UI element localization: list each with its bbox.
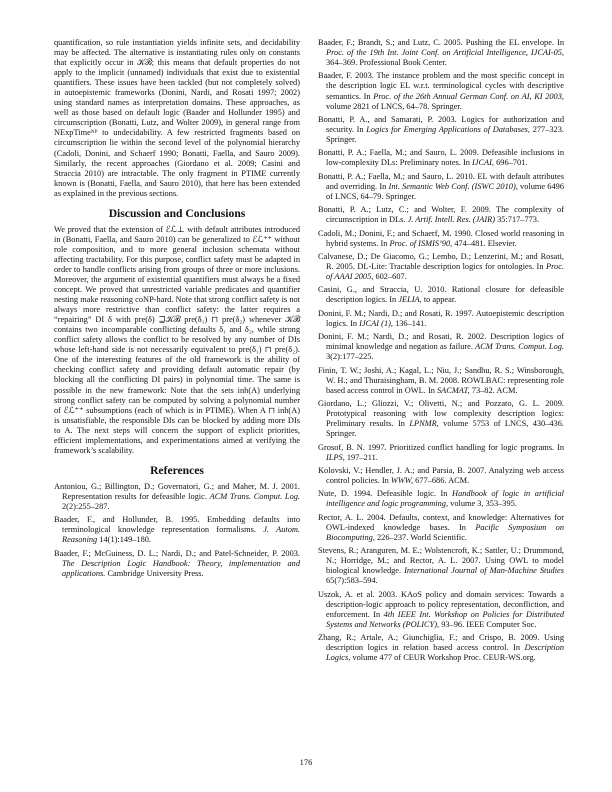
reference-item: Donini, F. M.; Nardi, D.; and Rosati, R. 1997. Autoepistemic description logics. In IJCAI (1), 136–141. <box>318 308 564 328</box>
reference-item: Bonatti, P. A., and Samarati, P. 2003. Logics for authorization and security. In Logics for Emerging Applications of Databases, 277–323. Springer. <box>318 114 564 145</box>
intro-paragraph: quantification, so rule instantiation yields infinite sets, and decidability may be affected. The alternative is instantiating rules only on constants that explicitly occur in 𝒦ℬ; this means that default properties do not apply to the implicit (unnamed) individuals that exist due to existential quantifiers. These issues have been tackled (but not completely solved) in autoepistemic frameworks (Donini, Nardi, and Rosati 1997; 2002) using standard names as interpretation domains. These approaches, as well as those based on default logic (Baader and Hollunder 1995) and circumscription (Bonatti, Lutz, and Wolter 2009), in general range from NExpTimeᴺᴾ to undecidability. A few restricted fragments based on circumscription lie within the second level of the polynomial hierarchy (Cadoli, Donini, and Schaerf 1990; Bonatti, Faella, and Sauro 2009). Similarly, the recent approaches (Giordano et al. 2009; Casini and Straccia 2010) are intractable. The only fragment in PTIME currently known is (Bonatti, Faella, and Sauro 2010), that here has been extended as explained in the previous sections. <box>54 38 300 198</box>
reference-item: Baader, F. 2003. The instance problem and the most specific concept in the description logic EL w.r.t. terminological cycles with descriptive semantics. In Proc. of the 26th Annual German Conf. on AI, KI 2003, volume 2821 of LNCS, 64–78. Springer. <box>318 71 564 111</box>
reference-item: Cadoli, M.; Donini, F.; and Schaerf, M. 1990. Closed world reasoning in hybrid systems. In Proc. of ISMIS’90, 474–481. Elsevier. <box>318 228 564 248</box>
reference-item: Rector, A. L. 2004. Defaults, context, and knowledge: Alternatives for OWL-indexed knowledge bases. In Pacific Symposium on Biocomputing, 226–237. World Scientific. <box>318 512 565 542</box>
right-column <box>318 38 564 667</box>
reference-item: Antoniou, G.; Billington, D.; Governatori, G.; and Maher, M. J. 2001. Representation results for defeasible logic. ACM Trans. Comput. Log. 2(2):255–287. <box>54 481 300 511</box>
reference-item: Kolovski, V.; Hendler, J. A.; and Parsia, B. 2007. Analyzing web access control policies. In WWW, 677–686. ACM. <box>318 465 564 485</box>
page-number: 176 <box>299 757 313 767</box>
reference-item: Giordano, L.; Gliozzi, V.; Olivetti, N.; and Pozzato, G. L. 2009. Prototypical reasoning with low complexity description logics: Preliminary results. In LPNMR, volume 5753 of LNCS, 430–436. Springer. <box>318 399 564 439</box>
discussion-heading: Discussion and Conclusions <box>108 206 246 220</box>
reference-item: Casini, G., and Straccia, U. 2010. Rational closure for defeasible description logics. In JELIA, to appear. <box>318 285 564 305</box>
reference-item: Calvanese, D.; De Giacomo, G.; Lembo, D.; Lenzerini, M.; and Rosati, R. 2005. DL-Lite: Tractable description logics for ontologies. In Proc. of AAAI 2005, 602–607. <box>318 251 564 282</box>
reference-item: Baader, F.; Brandt, S.; and Lutz, C. 2005. Pushing the EL envelope. In Proc. of the 19th Int. Joint Conf. on Artificial Intelligence, IJCAI-05, 364–369. Professional Book Center. <box>318 38 564 68</box>
reference-item: Baader, F., and Hollunder, B. 1995. Embedding defaults into terminological knowledge representation formalisms. J. Autom. Reasoning 14(1):149–180. <box>54 515 300 545</box>
reference-item: Bonatti, P. A.; Faella, M.; and Sauro, L. 2009. Defeasible inclusions in low-complexity DLs: Preliminary notes. In IJCAI, 696–701. <box>318 148 564 168</box>
references-heading: References <box>150 463 204 477</box>
discussion-paragraph: We proved that the extension of ℰℒ⊥ with default attributes introduced in (Bonatti, Faella, and Sauro 2010) can be generalized to ℰℒ⁺⁺ without role composition, and to more general inclusion schemata without affecting tractability. For this purpose, conflict safety must be adapted in order to handle conflicts arising from groups of three or more inclusions. Moreover, the argument of existential quantifiers must always be a fixed concept. We proved that unrestricted variable predicates and quantifier nesting make reasoning coNP-hard. Note that strong conflict safety is not always more restrictive than conflict safety: the latter requires a “repairing” DI δ with pre(δ) ⊒𝒦ℬ pre(δ₁) ⊓ pre(δ₂) whenever 𝒦ℬ contains two incomparable conflicting defaults δ₁ and δ₂, while strong conflict safety allows the conflict to be resolved by any number of DIs whose left-hand side is not necessarily equivalent to pre(δ₁) ⊓ pre(δ₂). One of the interesting features of the old framework is the ability of checking conflict safety and providing default automatic repair (by blocking all the conflicting DI pairs) in polynomial time. The same is possible in the new framework: Note that the sets inh(A) underlying strong conflict safety can be computed by solving a polynomial number of ℰℒ⁺⁺ subsumptions (each of which is in PTIME). When A ⊓ inh(A) is unsatisfiable, the responsible DIs can be blocked by adding more DIs to A. The next steps will concern the support of explicit priorities, efficient implementations, and experimentations aimed at verifying the framework’s scalability. <box>54 224 300 455</box>
reference-item: Finin, T. W.; Joshi, A.; Kagal, L.; Niu, J.; Sandhu, R. S.; Winsborough, W. H.; and Thuraisingham, B. M. 2008. ROWLBAC: representing role based access control in OWL. In SACMAT, 73–82. ACM. <box>318 365 564 395</box>
reference-item: Stevens, R.; Aranguren, M. E.; Wolstencroft, K.; Sattler, U.; Drummond, N.; Horridge, M.; and Rector, A. L. 2007. Using OWL to model biological knowledge. International Journal of Man-Machine Studies 65(7):583–594. <box>318 546 564 586</box>
reference-item: Grosof, B. N. 1997. Prioritized conflict handling for logic programs. In ILPS, 197–211. <box>318 442 564 462</box>
reference-item: Bonatti, P. A.; Faella, M.; and Sauro, L. 2010. EL with default attributes and overriding. In Int. Semantic Web Conf. (ISWC 2010), volume 6496 of LNCS, 64–79. Springer. <box>318 171 564 201</box>
reference-item: Nute, D. 1994. Defeasible logic. In Handbook of logic in artificial intelligence and logic programming, volume 3, 353–395. <box>318 489 564 509</box>
reference-item: Bonatti, P. A.; Lutz, C.; and Wolter, F. 2009. The complexity of circumscription in DLs. J. Artif. Intell. Res. (JAIR) 35:717–773. <box>318 205 564 225</box>
references-list-right <box>318 38 564 663</box>
references-list-left <box>54 482 300 579</box>
reference-item: Uszok, A. et al. 2003. KAoS policy and domain services: Towards a description-logic approach to policy representation, deconfliction, and enforcement. In 4th IEEE Int. Workshop on Policies for Distributed Systems and Networks (POLICY), 93–96. IEEE Computer Soc. <box>318 589 564 629</box>
left-column <box>54 38 300 582</box>
reference-item: Baader, F.; McGuiness, D. L.; Nardi, D.; and Patel-Schneider, P. 2003. The Description Logic Handbook: Theory, implementation and applications. Cambridge University Press. <box>54 548 300 578</box>
reference-item: Zhang, R.; Artale, A.; Giunchiglia, F.; and Crispo, B. 2009. Using description logics in relation based access control. In Description Logics, volume 477 of CEUR Workshop Proc. CEUR-WS.org. <box>318 633 564 663</box>
reference-item: Donini, F. M.; Nardi, D.; and Rosati, R. 2002. Description logics of minimal knowledge and negation as failure. ACM Trans. Comput. Log. 3(2):177–225. <box>318 332 564 362</box>
